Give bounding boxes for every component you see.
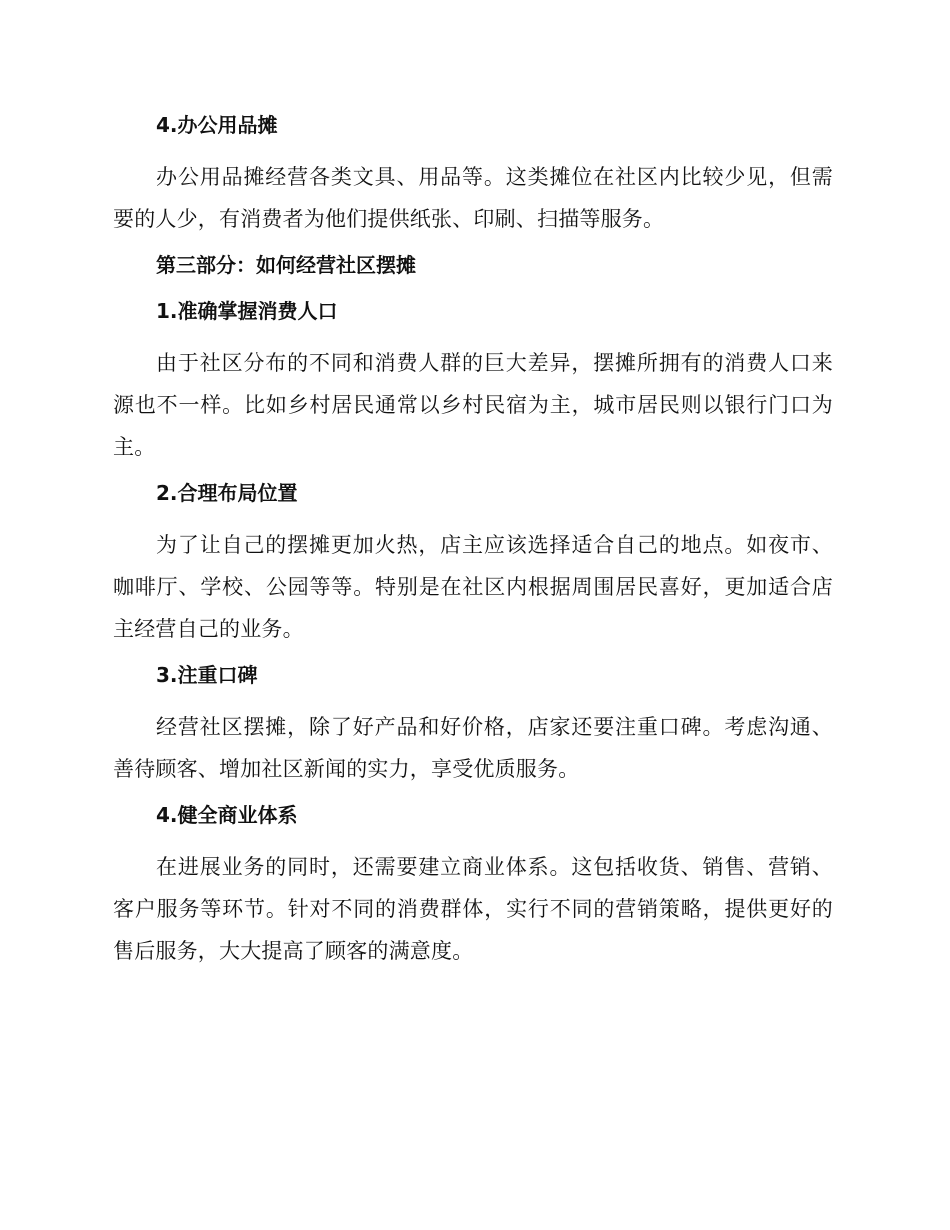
- section-heading-location-layout: 2.合理布局位置: [156, 481, 298, 505]
- section-heading-consumer-population: 1.准确掌握消费人口: [156, 299, 338, 323]
- paragraph-reputation: 经营社区摆摊，除了好产品和好价格，店家还要注重口碑。考虑沟通、善待顾客、增加社区新闻的实力，享受优质服务。: [113, 715, 833, 781]
- paragraph-location-layout: 为了让自己的摆摊更加火热，店主应该选择适合自己的地点。如夜市、咖啡厅、学校、公园等等。特别是在社区内根据周围居民喜好，更加适合店主经营自己的业务。: [113, 533, 833, 641]
- document-page: [113, 110, 833, 982]
- paragraph-office-supplies: 办公用品摊经营各类文具、用品等。这类摊位在社区内比较少见，但需要的人少，有消费者为他们提供纸张、印刷、扫描等服务。: [113, 165, 833, 231]
- paragraph-business-system: 在进展业务的同时，还需要建立商业体系。这包括收货、销售、营销、客户服务等环节。针对不同的消费群体，实行不同的营销策略，提供更好的售后服务，大大提高了顾客的满意度。: [113, 855, 833, 963]
- paragraph-consumer-population: 由于社区分布的不同和消费人群的巨大差异，摆摊所拥有的消费人口来源也不一样。比如乡村居民通常以乡村民宿为主，城市居民则以银行门口为主。: [113, 351, 833, 459]
- section-heading-office-supplies: 4.办公用品摊: [156, 113, 278, 137]
- section-heading-reputation: 3.注重口碑: [156, 663, 258, 687]
- section-heading-business-system: 4.健全商业体系: [156, 803, 298, 827]
- part-three-heading: 第三部分：如何经营社区摆摊: [156, 253, 416, 277]
